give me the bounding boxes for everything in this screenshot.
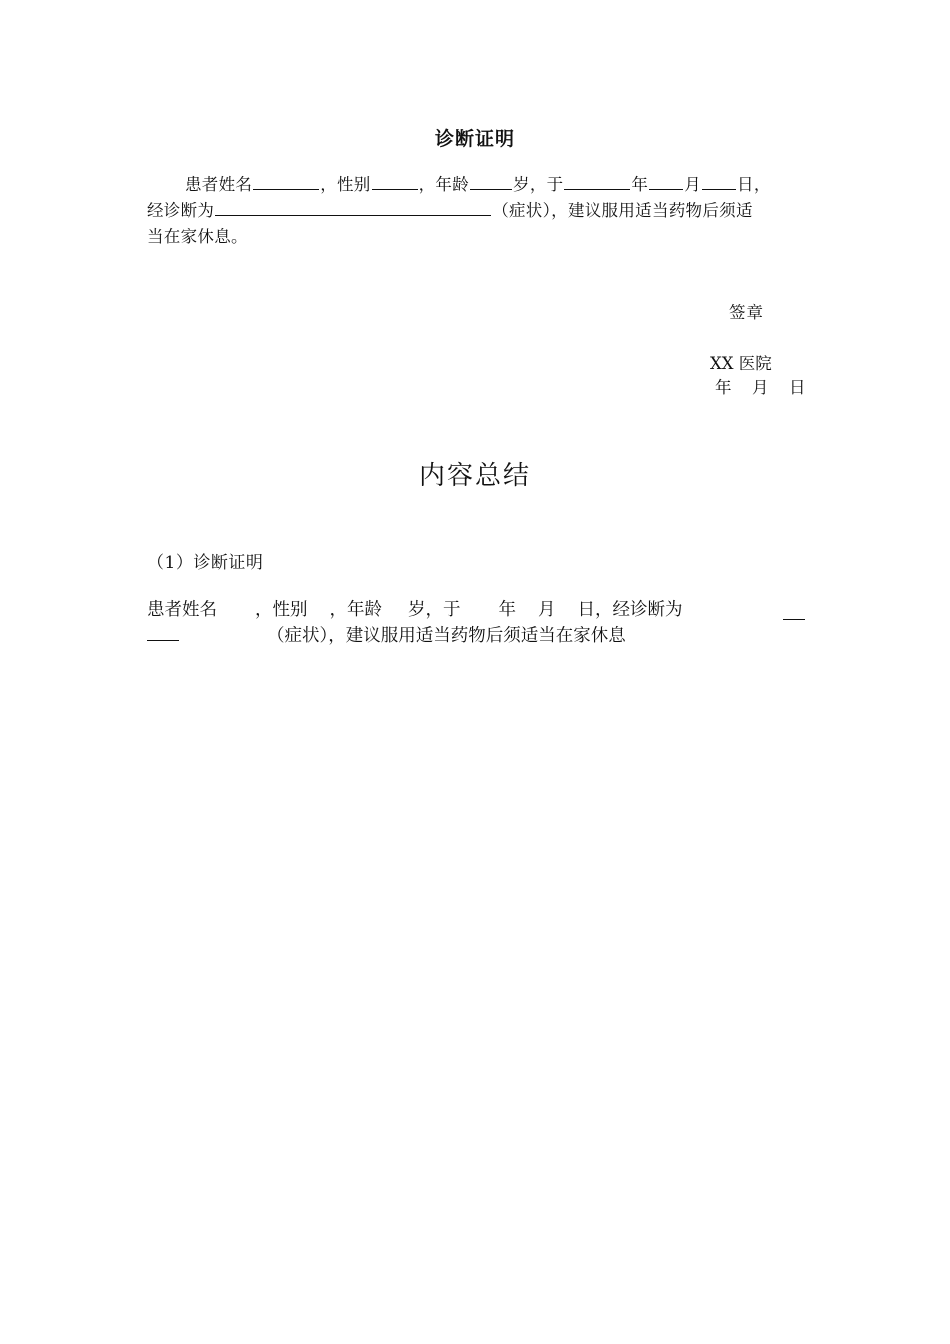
age-label: ，年龄: [418, 175, 470, 194]
diagnosis-label: 经诊断为: [147, 201, 215, 220]
certificate-title: 诊断证明: [434, 128, 515, 150]
certificate-line-2: [147, 198, 807, 224]
summary-line-1: [147, 597, 807, 623]
signature-date: 年 月 日: [715, 378, 808, 397]
diagnosis-advice: （症状），建议服用适当药物后须适: [492, 201, 753, 220]
day-label: 日，: [737, 175, 771, 194]
summary-month-label: 月: [538, 600, 556, 620]
certificate-body: [147, 172, 807, 250]
certificate-line-3: 当在家休息。: [147, 227, 248, 246]
hospital-name: XX 医院: [710, 354, 772, 373]
summary-diagnosis-blank-end: [147, 624, 179, 641]
day-blank: [702, 172, 736, 190]
summary-age-label: ，年龄: [329, 600, 382, 620]
summary-line-2: [147, 623, 807, 649]
month-blank: [649, 172, 683, 190]
signature-label: 签章: [729, 303, 764, 322]
year-label: 年: [631, 175, 649, 194]
summary-title: 内容总结: [418, 461, 531, 491]
diagnosis-blank: [215, 198, 491, 216]
summary-name-label: 患者姓名: [147, 600, 217, 620]
summary-gender-label: ，性别: [255, 600, 308, 620]
month-label: 月: [684, 175, 702, 194]
gender-label: ，性别: [320, 175, 371, 194]
certificate-line-1: [147, 172, 807, 198]
age-blank: [470, 172, 512, 190]
summary-section-heading: （1）诊断证明: [147, 553, 264, 573]
summary-diagnosis-label: 日，经诊断为: [577, 600, 683, 620]
patient-name-blank: [253, 172, 319, 190]
year-blank: [564, 172, 630, 190]
summary-diagnosis-advice: （症状），建议服用适当药物后须适当在家休息: [267, 626, 626, 646]
summary-age-unit-label: 岁，于: [408, 600, 461, 620]
summary-year-label: 年: [498, 600, 516, 620]
gender-blank: [372, 172, 418, 190]
summary-diagnosis-blank-start: [783, 603, 805, 620]
patient-name-label: 患者姓名: [185, 175, 253, 194]
age-unit-label: 岁，于: [513, 175, 564, 194]
summary-body: [147, 597, 807, 649]
